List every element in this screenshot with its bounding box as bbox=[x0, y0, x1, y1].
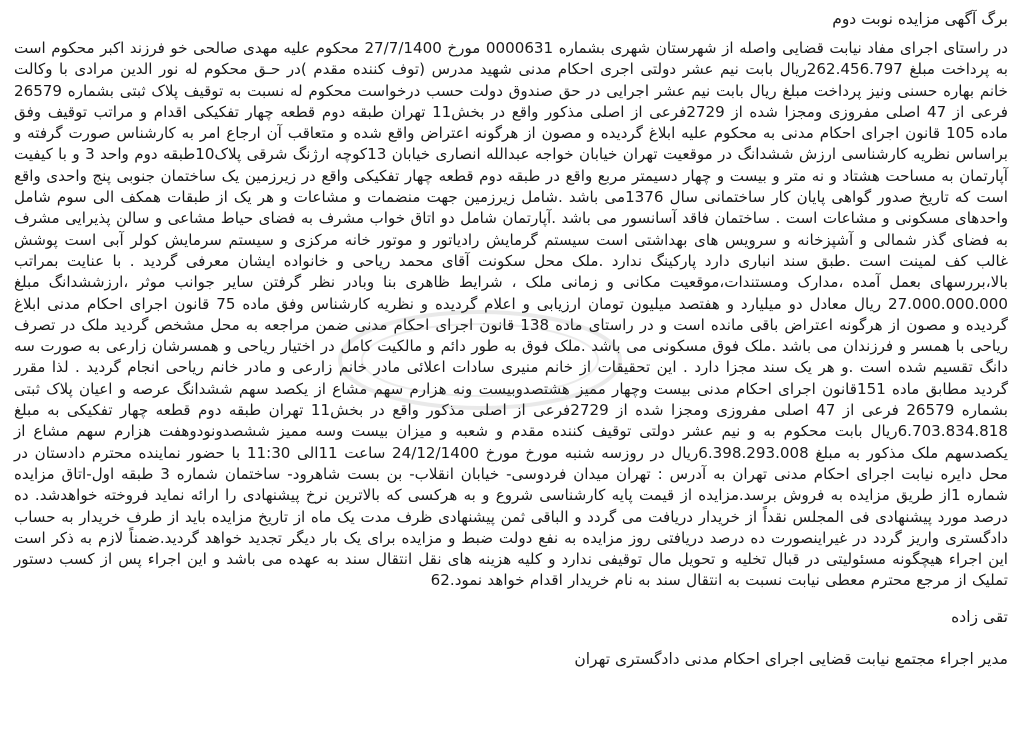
signer-office: مدیر اجراء مجتمع نیابت قضایی اجرای احکام مدنی دادگستری تهران bbox=[574, 649, 1008, 668]
signer-name: تقی زاده bbox=[951, 607, 1008, 626]
notice-title: برگ آگهی مزایده نوبت دوم bbox=[832, 10, 1008, 28]
notice-page bbox=[14, 8, 1010, 738]
notice-body: در راستای اجرای مفاد نیابت قضایی واصله از شهرستان شهری بشماره 0000631 مورخ 27/7/1400 محکوم علیه مهدی صالحی خو فرزند اکبر محکوم است به پرداخت مبلغ 262.456.797ریال بابت نیم عشر دولتی اجری احکام مدنی شهید مدرس (توف کننده مقدم )در حـق محکوم له نور الدین مرادی با وکالت خانم بهاره حسنی ونیز پرداخت مبلغ ریال بابت نیم عشر اجرایی در حق صندوق دولت حسب درخواست محکوم له نسبت به توقیف پلاک ثبتی بشماره 26579 فرعی از 47 اصلی مفروزی ومجزا شده از 2729فرعی از اصلی مذکور واقع در بخش11 تهران طبقه دوم قطعه چهار تفکیکی اقدام و مراتب توقیف وفق ماده 105 قانون اجرای احکام مدنی به محکوم علیه ابلاغ گردیده و مصون از هرگونه اعتراض واقع شده و متعاقب آن ارجاع امر به کارشناس صورت گرفته و براساس نظریه کارشناسی ارزش ششدانگ در موقعیت تهران خیابان خواجه عبدالله انصاری خیابان 13کوچه ارژنگ شرقی پلاک10طبقه دوم واحد 3 و با کیفیت آپارتمان به مساحت هشتاد و نه متر و بیست و چهار دسیمتر مربع واقع در طبقه دوم قطعه چهار تفکیکی واقع در زیرزمین یک ساختمان جنوبی پنج واحدی واقع است که تاریخ صدور گواهی پایان کار ساختمانی سال 1376می باشد .شامل زیرزمین جهت منضمات و مشاعات و هر یک از طبقات همکف الی سوم شامل واحدهای مسکونی و مشاعات است . ساختمان فاقد آسانسور می باشد .آپارتمان شامل دو اتاق خواب مشرف به فضای حیاط مشاعی و سالن پذیرایی مشرف به فضای گذر شمالی و آشپزخانه و سرویس های بهداشتی است سیستم گرمایش رادیاتور و موتور خانه مرکزی و سیستم سرمایش کولر آبی است پوشش غالب کف لمینت است .طبق سند انباری دارد پارکینگ ندارد .ملک محل سکونت آقای محمد ریاحی و خانواده ایشان معرفی گردید . با عنایت بمراتب بالا،بررسهای بعمل آمده ،مدارک ومستندات،موقعیت مکانی و زمانی ملک ، شرایط ظاهری بنا وبادر نظر گرفتن سایر جوانب موثر ،ارزششدانگ مبلغ 27.000.000.000 ریال معادل دو میلیارد و هفتصد میلیون تومان ارزیابی و اعلام گردیده و نظریه کارشناس وفق ماده 75 قانون اجرای احکام مدنی ابلاغ گردیده و مصون از هرگونه اعتراض باقی مانده است و در راستای ماده 138 قانون اجرای احکام مدنی ضمن مراجعه به محل مشخص گردید ملک در تصرف ریاحی با همسر و فرزندان می باشد .ملک فوق مسکونی می باشد .ملک فوق به طور دائم و مالکیت کامل در اختیار ریاحی و همسرشان زارعی به صورت سه دانگ تقسیم شده است .و هر یک سند مجزا دارد . این تحقیقات از خانم منیری سادات اعلائی مادر خانم زارعی و مادر خانم ریاحی انجام گردید . لذا مقرر گردید مطابق ماده 151قانون اجرای احکام مدنی بیست وچهار ممیز هشتصدوبیست ونه هزارم سهم مشاع از یکصد سهم ششدانگ عرصه و اعیان پلاک ثبتی بشماره 26579 فرعی از 47 اصلی مفروزی ومجزا شده از 2729فرعی از اصلی مذکور واقع در بخش11 تهران طبقه دوم قطعه چهار تفکیکی به مبلغ 6.703.834.818ریال بابت محکوم به و نیم عشر دولتی توقیف کننده مقدم و شعبه و میزان بیست وسه ممیز ششصدونودوهفت هزارم سهم مشاع از یکصدسهم ملک مذکور به مبلغ 6.398.293.008ریال در روزسه شنبه مورخ مورخ 24/12/1400 ساعت 11الی 11:30 با حضور نماینده محترم دادستان در محل دایره نیابت اجرای احکام مدنی تهران به آدرس : تهران میدان فردوسی- خیابان انقلاب- بن بست شاهرود- ساختمان شماره 3 طبقه اول-اتاق مزایده شماره 1از طریق مزایده به فروش برسد.مزایده از قیمت پایه کارشناسی شروع و به هرکسی که بالاترین نرخ پیشنهادی را ارائه نماید فروخته خواهدشد. ده درصد مورد پیشنهادی فی المجلس نقداً از خریدار دریافت می گردد و الباقی ثمن پیشنهادی ظرف مدت یک ماه از تاریخ مزایده باید از طرف خریدار به حساب دادگستری واریز گردد در غیراینصورت ده درصد دریافتی روز مزایده به نفع دولت ضبط و مزایده برای یک بار دیگر تجدید خواهد گردید.ضمناً لازم به ذکر است این اجراء هیچگونه مسئولیتی در قبال تخلیه و تحویل مال توقیفی ندارد و کلیه هزینه های نقل انتقال سند به عهده می باشد و این اجراء پس از کسب دستور تملیک از مرجع محترم معطی نیابت نسبت به انتقال سند به نام خریدار اقدام خواهد نمود.62 bbox=[14, 39, 1009, 590]
